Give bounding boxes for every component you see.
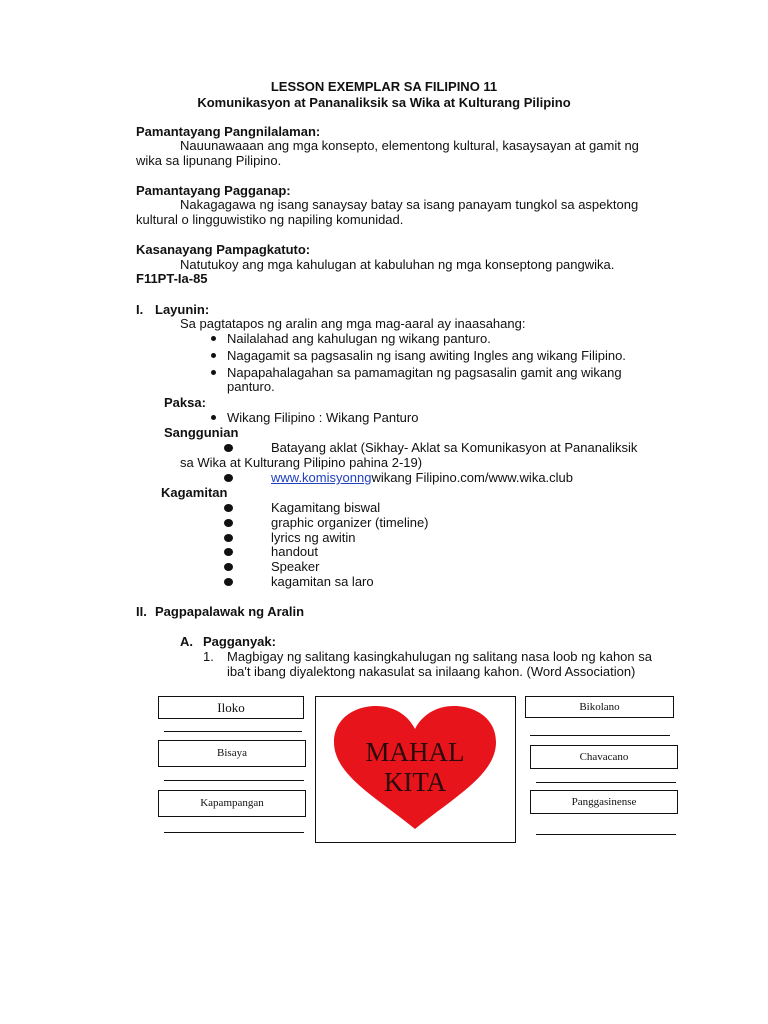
competency-code: F11PT-Ia-85 [136, 271, 208, 286]
dialect-box-bisaya: Bisaya [158, 740, 306, 767]
sanggunian-website [271, 470, 573, 485]
pangnilalaman-heading: Pamantayang Pangnilalaman: [136, 124, 321, 139]
bullet-icon [211, 336, 216, 341]
sanggunian-heading: Sanggunian [164, 425, 239, 440]
sanggunian-item-line2: sa Wika at Kulturang Pilipino pahina 2-19) [180, 455, 423, 470]
kasanayan-text: Natutukoy ang mga kahulugan at kabuluhan ng mga konseptong pangwika. [180, 257, 615, 272]
step-text-line1: Magbigay ng salitang kasingkahulugan ng salitang nasa loob ng kahon sa [227, 649, 652, 664]
layunin-heading: Layunin: [155, 302, 210, 317]
bullet-icon [211, 370, 216, 375]
dialect-box-iloko: Iloko [158, 696, 304, 719]
website-rest: wikang Filipino.com/www.wika.club [371, 470, 574, 485]
layunin-item: Nailalahad ang kahulugan ng wikang panturo. [227, 331, 491, 346]
kagamitan-item: Speaker [271, 559, 320, 574]
bullet-icon [224, 578, 233, 586]
bullet-icon [224, 444, 233, 452]
center-word-line2: KITA [383, 767, 447, 797]
pagganyak-letter: A. [180, 634, 193, 649]
pagpapalawak-heading: Pagpapalawak ng Aralin [155, 604, 305, 619]
kagamitan-item: graphic organizer (timeline) [271, 515, 429, 530]
dialect-box-panggasinense: Panggasinense [530, 790, 678, 814]
bullet-icon [224, 534, 233, 542]
pangnilalaman-text-line1: Nauunawaaan ang mga konsepto, elementong kultural, kasaysayan at gamit ng [180, 138, 639, 153]
kagamitan-item: handout [271, 544, 318, 559]
step-number: 1. [203, 649, 214, 664]
pagganap-heading: Pamantayang Pagganap: [136, 183, 291, 198]
bullet-icon [224, 519, 233, 527]
dialect-box-kapampangan: Kapampangan [158, 790, 306, 817]
sanggunian-item-line1: Batayang aklat (Sikhay- Aklat sa Komunikasyon at Pananaliksik [271, 440, 638, 455]
kagamitan-item: Kagamitang biswal [271, 500, 381, 515]
kagamitan-item: lyrics ng awitin [271, 530, 356, 545]
document-title: LESSON EXEMPLAR SA FILIPINO 11 [270, 79, 498, 94]
bullet-icon [211, 353, 216, 358]
bullet-icon [211, 415, 216, 420]
paksa-heading: Paksa: [164, 395, 206, 410]
dialect-box-chavacano: Chavacano [530, 745, 678, 769]
bullet-icon [224, 563, 233, 571]
paksa-item: Wikang Filipino : Wikang Panturo [227, 410, 419, 425]
layunin-item: Nagagamit sa pagsasalin ng isang awiting Ingles ang wikang Filipino. [227, 348, 626, 363]
answer-line [530, 735, 670, 736]
answer-line [164, 832, 304, 833]
kagamitan-heading: Kagamitan [161, 485, 228, 500]
kasanayan-heading: Kasanayang Pampagkatuto: [136, 242, 311, 257]
pagganyak-heading: Pagganyak: [203, 634, 276, 649]
layunin-item-continued: panturo. [227, 379, 275, 394]
step-text-line2: iba't ibang diyalektong nakasulat sa inilaang kahon. (Word Association) [227, 664, 636, 679]
answer-line [536, 834, 676, 835]
bullet-icon [224, 548, 233, 556]
pagganap-text-line1: Nakagagawa ng isang sanaysay batay sa isang panayam tungkol sa aspektong [180, 197, 639, 212]
layunin-numeral: I. [136, 302, 144, 317]
center-word-line1: MAHAL [365, 737, 465, 767]
document-subtitle: Komunikasyon at Pananaliksik sa Wika at Kulturang Pilipino [197, 95, 571, 110]
layunin-item: Napapahalagahan sa pamamagitan ng pagsasalin gamit ang wikang [227, 365, 622, 380]
bullet-icon [224, 474, 233, 482]
kagamitan-item: kagamitan sa laro [271, 574, 374, 589]
bullet-icon [224, 504, 233, 512]
pagganap-text-line2: kultural o lingguwistiko ng napiling komunidad. [136, 212, 404, 227]
pagpapalawak-numeral: II. [136, 604, 147, 619]
answer-line [536, 782, 676, 783]
dialect-box-bikolano: Bikolano [525, 696, 674, 718]
pangnilalaman-text-line2: wika sa lipunang Pilipino. [136, 153, 282, 168]
website-link[interactable]: www.komisyonng [271, 470, 372, 485]
layunin-intro: Sa pagtatapos ng aralin ang mga mag-aaral ay inaasahang: [180, 316, 526, 331]
answer-line [164, 780, 304, 781]
answer-line [164, 731, 302, 732]
heart-box [315, 696, 516, 843]
